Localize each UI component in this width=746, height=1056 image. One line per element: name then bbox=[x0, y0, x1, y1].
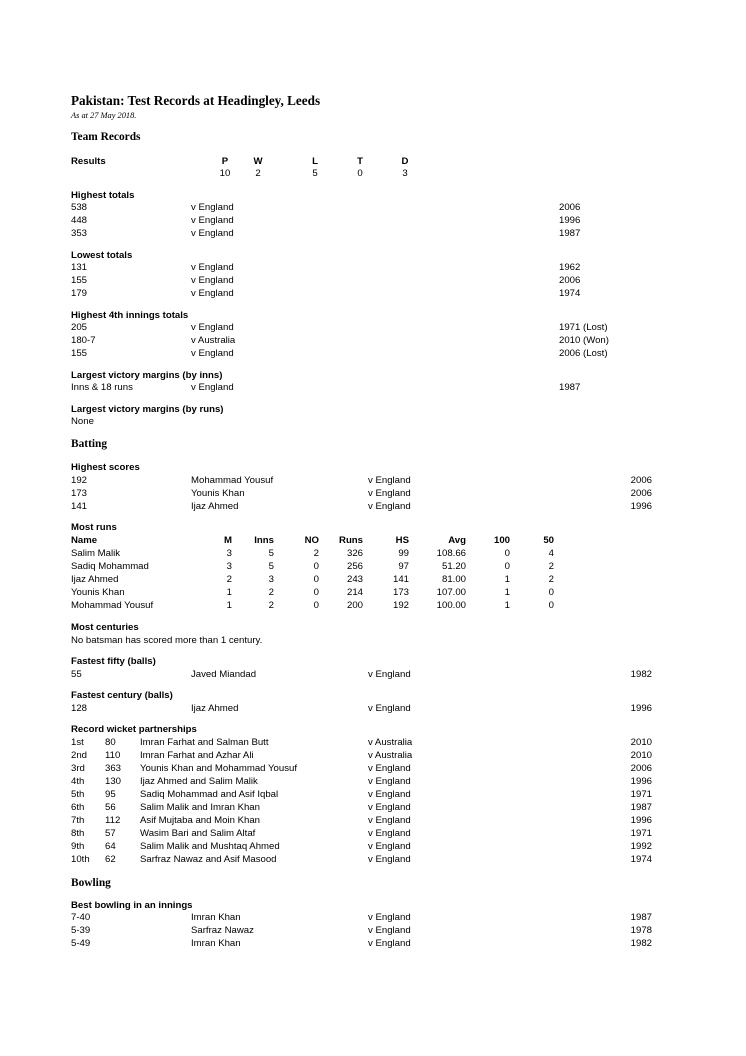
table-row bbox=[0, 737, 746, 750]
cell: 141 bbox=[392, 574, 409, 585]
partnership-runs: 363 bbox=[105, 763, 122, 774]
table-row bbox=[0, 288, 746, 301]
opponent: v England bbox=[191, 348, 234, 359]
wicket: 6th bbox=[71, 802, 85, 813]
wicket: 4th bbox=[71, 776, 85, 787]
cell: 1 bbox=[504, 574, 510, 585]
partnership-runs: 80 bbox=[105, 737, 116, 748]
opponent: v England bbox=[368, 938, 411, 949]
table-row bbox=[0, 854, 746, 867]
player-name: Sadiq Mohammad bbox=[71, 561, 149, 572]
wicket: 9th bbox=[71, 841, 85, 852]
player-name: Imran Khan bbox=[191, 938, 241, 949]
table-row bbox=[0, 561, 746, 574]
players: Asif Mujtaba and Moin Khan bbox=[140, 815, 260, 826]
table-row bbox=[0, 348, 746, 361]
cell: 2 bbox=[313, 548, 319, 559]
opponent: v England bbox=[368, 854, 411, 865]
table-row bbox=[0, 802, 746, 815]
cell: 0 bbox=[504, 548, 510, 559]
year-result: 2010 (Won) bbox=[559, 335, 609, 346]
cell: 326 bbox=[346, 548, 363, 559]
opponent: v England bbox=[191, 262, 234, 273]
column-header: NO bbox=[304, 535, 319, 546]
cell: 5 bbox=[268, 548, 274, 559]
player-name: Sarfraz Nawaz bbox=[191, 925, 254, 936]
players: Ijaz Ahmed and Salim Malik bbox=[140, 776, 258, 787]
opponent: v England bbox=[368, 501, 411, 512]
opponent: v England bbox=[368, 815, 411, 826]
opponent: v England bbox=[191, 215, 234, 226]
section-batting: Batting bbox=[71, 438, 108, 450]
wicket: 1st bbox=[71, 737, 84, 748]
results-header: W bbox=[253, 156, 263, 167]
table-row bbox=[0, 215, 746, 228]
column-header: Avg bbox=[448, 535, 466, 546]
cell: 4 bbox=[548, 548, 554, 559]
year-result: 1971 (Lost) bbox=[559, 322, 608, 333]
table-row bbox=[0, 262, 746, 275]
cell: 108.66 bbox=[436, 548, 466, 559]
results-value: 2 bbox=[255, 168, 261, 179]
year: 1996 bbox=[630, 703, 652, 714]
best-bowling-heading: Best bowling in an innings bbox=[71, 900, 193, 911]
opponent: v Australia bbox=[191, 335, 236, 346]
wicket: 2nd bbox=[71, 750, 88, 761]
total-score: 353 bbox=[71, 228, 88, 239]
cell: 214 bbox=[346, 587, 363, 598]
partnership-runs: 64 bbox=[105, 841, 116, 852]
opponent: v England bbox=[191, 275, 234, 286]
year: 1996 bbox=[630, 776, 652, 787]
table-row bbox=[0, 574, 746, 587]
cell: 243 bbox=[346, 574, 363, 585]
player-name: Imran Khan bbox=[191, 912, 241, 923]
cell: 2 bbox=[548, 561, 554, 572]
cell: 2 bbox=[268, 600, 274, 611]
cell: 0 bbox=[548, 587, 554, 598]
table-row bbox=[0, 600, 746, 613]
cell: 1 bbox=[226, 587, 232, 598]
cell: 1 bbox=[504, 587, 510, 598]
score: 141 bbox=[71, 501, 88, 512]
year: 1987 bbox=[559, 382, 581, 393]
cell: 2 bbox=[226, 574, 232, 585]
opponent: v England bbox=[368, 763, 411, 774]
table-row bbox=[0, 763, 746, 776]
column-header: Name bbox=[71, 535, 98, 546]
players: Sarfraz Nawaz and Asif Masood bbox=[140, 854, 277, 865]
year: 1987 bbox=[630, 802, 652, 813]
results-value: 5 bbox=[312, 168, 318, 179]
year: 2006 bbox=[630, 488, 652, 499]
opponent: v England bbox=[368, 488, 411, 499]
most-centuries-heading: Most centuries bbox=[71, 622, 139, 633]
cell: 0 bbox=[313, 561, 319, 572]
cell: 3 bbox=[226, 548, 232, 559]
year: 1971 bbox=[630, 789, 652, 800]
table-row bbox=[0, 750, 746, 763]
cell: 192 bbox=[392, 600, 409, 611]
score: 173 bbox=[71, 488, 88, 499]
cell: 2 bbox=[268, 587, 274, 598]
year: 2010 bbox=[630, 737, 652, 748]
cell: 5 bbox=[268, 561, 274, 572]
results-header: P bbox=[221, 156, 229, 167]
opponent: v England bbox=[368, 669, 411, 680]
players: Imran Farhat and Salman Butt bbox=[140, 737, 269, 748]
partnership-runs: 95 bbox=[105, 789, 116, 800]
column-header: Runs bbox=[339, 535, 363, 546]
players: Salim Malik and Imran Khan bbox=[140, 802, 260, 813]
cell: 256 bbox=[346, 561, 363, 572]
fourth-innings-heading: Highest 4th innings totals bbox=[71, 310, 189, 321]
player-name: Salim Malik bbox=[71, 548, 121, 559]
cell: 3 bbox=[268, 574, 274, 585]
wicket: 5th bbox=[71, 789, 85, 800]
cell: 1 bbox=[226, 600, 232, 611]
players: Wasim Bari and Salim Altaf bbox=[140, 828, 256, 839]
player-name: Ijaz Ahmed bbox=[71, 574, 119, 585]
opponent: v England bbox=[368, 912, 411, 923]
partnership-runs: 130 bbox=[105, 776, 122, 787]
opponent: v England bbox=[191, 322, 234, 333]
opponent: v England bbox=[368, 776, 411, 787]
partnership-runs: 57 bbox=[105, 828, 116, 839]
opponent: v England bbox=[368, 828, 411, 839]
wicket: 7th bbox=[71, 815, 85, 826]
year: 1962 bbox=[559, 262, 581, 273]
opponent: v England bbox=[191, 202, 234, 213]
player-name: Ijaz Ahmed bbox=[191, 501, 239, 512]
year: 1992 bbox=[630, 841, 652, 852]
page-title: Pakistan: Test Records at Headingley, Leeds bbox=[71, 93, 321, 108]
results-value: 3 bbox=[402, 168, 408, 179]
most-runs-heading: Most runs bbox=[71, 522, 117, 533]
year: 1982 bbox=[630, 938, 652, 949]
table-row bbox=[0, 202, 746, 215]
cell: 0 bbox=[313, 587, 319, 598]
player-name: Mohammad Yousuf bbox=[71, 600, 154, 611]
opponent: v England bbox=[368, 789, 411, 800]
results-label: Results bbox=[71, 156, 106, 167]
table-row bbox=[0, 925, 746, 938]
column-header: 100 bbox=[493, 535, 510, 546]
year: 1978 bbox=[630, 925, 652, 936]
cell: 0 bbox=[313, 574, 319, 585]
opponent: v England bbox=[368, 802, 411, 813]
column-header: HS bbox=[395, 535, 409, 546]
total-score: 180-7 bbox=[71, 335, 96, 346]
cell: 2 bbox=[548, 574, 554, 585]
year: 1987 bbox=[559, 228, 581, 239]
partnership-runs: 56 bbox=[105, 802, 116, 813]
victory-runs-text: None bbox=[71, 416, 94, 427]
bowling-figures: 5-49 bbox=[71, 938, 91, 949]
opponent: v Australia bbox=[368, 737, 413, 748]
column-header: 50 bbox=[543, 535, 554, 546]
margin: Inns & 18 runs bbox=[71, 382, 133, 393]
score: 192 bbox=[71, 475, 88, 486]
partnership-runs: 110 bbox=[105, 750, 121, 761]
column-header: Inns bbox=[254, 535, 274, 546]
year: 1982 bbox=[630, 669, 652, 680]
cell: 97 bbox=[398, 561, 409, 572]
table-header-row bbox=[0, 535, 746, 548]
year: 1996 bbox=[630, 815, 652, 826]
opponent: v England bbox=[368, 475, 411, 486]
table-row bbox=[0, 776, 746, 789]
total-score: 205 bbox=[71, 322, 88, 333]
fastest-fifty-heading: Fastest fifty (balls) bbox=[71, 656, 156, 667]
results-header: D bbox=[401, 156, 409, 167]
year: 1971 bbox=[630, 828, 652, 839]
partnerships-heading: Record wicket partnerships bbox=[71, 724, 197, 735]
results-value: 0 bbox=[357, 168, 363, 179]
opponent: v England bbox=[191, 228, 234, 239]
wicket: 8th bbox=[71, 828, 85, 839]
player-name: Mohammad Yousuf bbox=[191, 475, 274, 486]
opponent: v England bbox=[368, 703, 411, 714]
cell: 107.00 bbox=[436, 587, 466, 598]
bowling-figures: 7-40 bbox=[71, 912, 91, 923]
cell: 173 bbox=[392, 587, 409, 598]
table-row bbox=[0, 382, 746, 395]
results-header: T bbox=[357, 156, 363, 167]
players: Salim Malik and Mushtaq Ahmed bbox=[140, 841, 280, 852]
table-row bbox=[0, 335, 746, 348]
cell: 81.00 bbox=[441, 574, 466, 585]
total-score: 538 bbox=[71, 202, 88, 213]
table-row bbox=[0, 488, 746, 501]
cell: 0 bbox=[548, 600, 554, 611]
year-result: 2006 (Lost) bbox=[559, 348, 608, 359]
player-name: Javed Miandad bbox=[191, 669, 257, 680]
cell: 99 bbox=[398, 548, 409, 559]
cell: 3 bbox=[226, 561, 232, 572]
table-row bbox=[0, 669, 746, 682]
table-row bbox=[0, 275, 746, 288]
players: Sadiq Mohammad and Asif Iqbal bbox=[140, 789, 279, 800]
table-row bbox=[0, 815, 746, 828]
table-row bbox=[0, 703, 746, 716]
wicket: 10th bbox=[71, 854, 90, 865]
wicket: 3rd bbox=[71, 763, 85, 774]
year: 2006 bbox=[630, 475, 652, 486]
table-row bbox=[0, 228, 746, 241]
results-value: 10 bbox=[219, 168, 231, 179]
players: Younis Khan and Mohammad Yousuf bbox=[140, 763, 297, 774]
total-score: 155 bbox=[71, 275, 88, 286]
table-row bbox=[0, 501, 746, 514]
opponent: v England bbox=[368, 841, 411, 852]
total-score: 131 bbox=[71, 262, 88, 273]
as-at-date: As at 27 May 2018. bbox=[71, 111, 137, 120]
section-team-records: Team Records bbox=[71, 131, 141, 143]
year: 2006 bbox=[559, 275, 581, 286]
victory-runs-heading: Largest victory margins (by runs) bbox=[71, 404, 224, 415]
cell: 1 bbox=[504, 600, 510, 611]
table-row bbox=[0, 475, 746, 488]
victory-inns-heading: Largest victory margins (by inns) bbox=[71, 370, 223, 381]
lowest-totals-heading: Lowest totals bbox=[71, 250, 133, 261]
column-header: M bbox=[224, 535, 232, 546]
year: 1974 bbox=[630, 854, 652, 865]
year: 2006 bbox=[630, 763, 652, 774]
opponent: v Australia bbox=[368, 750, 413, 761]
fastest-century-heading: Fastest century (balls) bbox=[71, 690, 173, 701]
opponent: v England bbox=[368, 925, 411, 936]
year: 1996 bbox=[630, 501, 652, 512]
opponent: v England bbox=[191, 288, 234, 299]
table-row bbox=[0, 548, 746, 561]
table-row bbox=[0, 828, 746, 841]
cell: 200 bbox=[346, 600, 363, 611]
cell: 0 bbox=[313, 600, 319, 611]
table-row bbox=[0, 789, 746, 802]
balls: 55 bbox=[71, 669, 82, 680]
year: 2010 bbox=[630, 750, 652, 761]
player-name: Younis Khan bbox=[191, 488, 245, 499]
bowling-figures: 5-39 bbox=[71, 925, 91, 936]
table-row bbox=[0, 912, 746, 925]
cell: 0 bbox=[504, 561, 510, 572]
players: Imran Farhat and Azhar Ali bbox=[140, 750, 254, 761]
table-row bbox=[0, 841, 746, 854]
year: 1996 bbox=[559, 215, 581, 226]
cell: 51.20 bbox=[441, 561, 466, 572]
most-centuries-text: No batsman has scored more than 1 century. bbox=[71, 635, 263, 646]
highest-scores-heading: Highest scores bbox=[71, 462, 140, 473]
partnership-runs: 62 bbox=[105, 854, 116, 865]
table-row bbox=[0, 587, 746, 600]
cell: 100.00 bbox=[436, 600, 466, 611]
year: 1987 bbox=[630, 912, 652, 923]
highest-totals-heading: Highest totals bbox=[71, 190, 135, 201]
total-score: 155 bbox=[71, 348, 88, 359]
section-bowling: Bowling bbox=[71, 877, 111, 889]
total-score: 179 bbox=[71, 288, 88, 299]
total-score: 448 bbox=[71, 215, 88, 226]
year: 2006 bbox=[559, 202, 581, 213]
year: 1974 bbox=[559, 288, 581, 299]
player-name: Younis Khan bbox=[71, 587, 125, 598]
table-row bbox=[0, 938, 746, 951]
opponent: v England bbox=[191, 382, 234, 393]
player-name: Ijaz Ahmed bbox=[191, 703, 239, 714]
balls: 128 bbox=[71, 703, 88, 714]
table-row bbox=[0, 322, 746, 335]
partnership-runs: 112 bbox=[105, 815, 121, 826]
results-header: L bbox=[312, 156, 318, 167]
